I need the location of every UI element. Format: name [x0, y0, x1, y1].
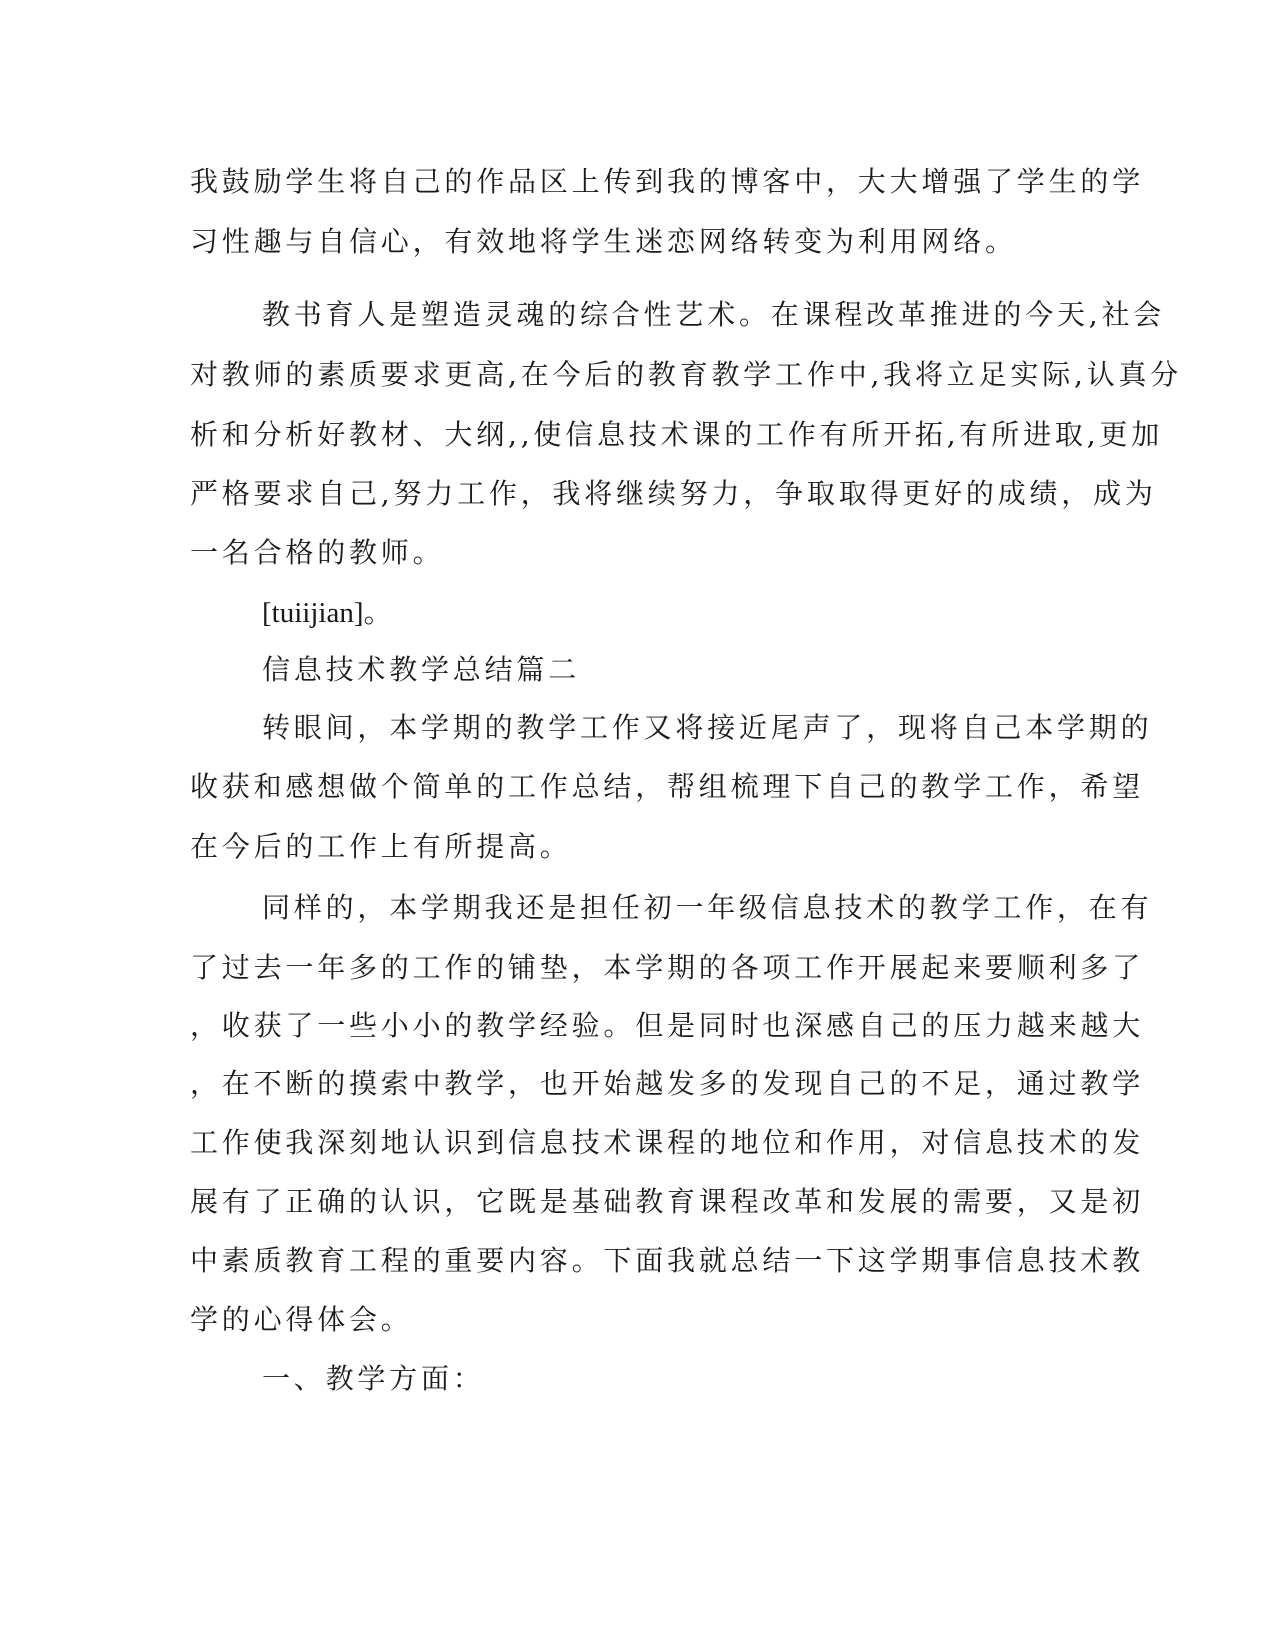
- text-line: 析和分析好教材、大纲,,使信息技术课的工作有所开拓,有所进取,更加: [190, 418, 1164, 451]
- subsection-heading: 一、教学方面：: [262, 1362, 485, 1395]
- text-line: ，收获了一些小小的教学经验。但是同时也深感自己的压力越来越大: [190, 1009, 1145, 1042]
- text-line: 在今后的工作上有所提高。: [190, 830, 572, 863]
- paragraph-first-line: 转眼间，本学期的教学工作又将接近尾声了，现将自己本学期的: [262, 711, 1153, 744]
- text-line: 习性趣与自信心，有效地将学生迷恋网络转变为利用网络。: [190, 225, 1017, 258]
- placeholder-tag-line: [tuiijian]。: [262, 597, 393, 629]
- text-line: 我鼓励学生将自己的作品区上传到我的博客中，大大增强了学生的学: [190, 165, 1145, 198]
- text-line: 对教师的素质要求更高,在今后的教育教学工作中,我将立足实际,认真分: [190, 358, 1183, 391]
- paragraph-first-line: 同样的，本学期我还是担任初一年级信息技术的教学工作，在有: [262, 891, 1153, 924]
- text-line: 中素质教育工程的重要内容。下面我就总结一下这学期事信息技术教: [190, 1244, 1145, 1277]
- text-line: 严格要求自己,努力工作，我将继续努力，争取取得更好的成绩，成为: [190, 477, 1157, 510]
- text-line: 展有了正确的认识，它既是基础教育课程改革和发展的需要，又是初: [190, 1185, 1145, 1218]
- text-line: ，在不断的摸索中教学，也开始越发多的发现自己的不足，通过教学: [190, 1067, 1145, 1100]
- text-line: 一名合格的教师。: [190, 536, 445, 569]
- text-line: 收获和感想做个简单的工作总结，帮组梳理下自己的教学工作，希望: [190, 770, 1145, 803]
- paragraph-first-line: 教书育人是塑造灵魂的综合性艺术。在课程改革推进的今天,社会: [262, 298, 1166, 331]
- text-line: 学的心得体会。: [190, 1303, 413, 1336]
- section-heading: 信息技术教学总结篇二: [262, 653, 581, 686]
- text-line: 了过去一年多的工作的铺垫，本学期的各项工作开展起来要顺利多了: [190, 951, 1145, 984]
- text-line: 工作使我深刻地认识到信息技术课程的地位和作用，对信息技术的发: [190, 1126, 1145, 1159]
